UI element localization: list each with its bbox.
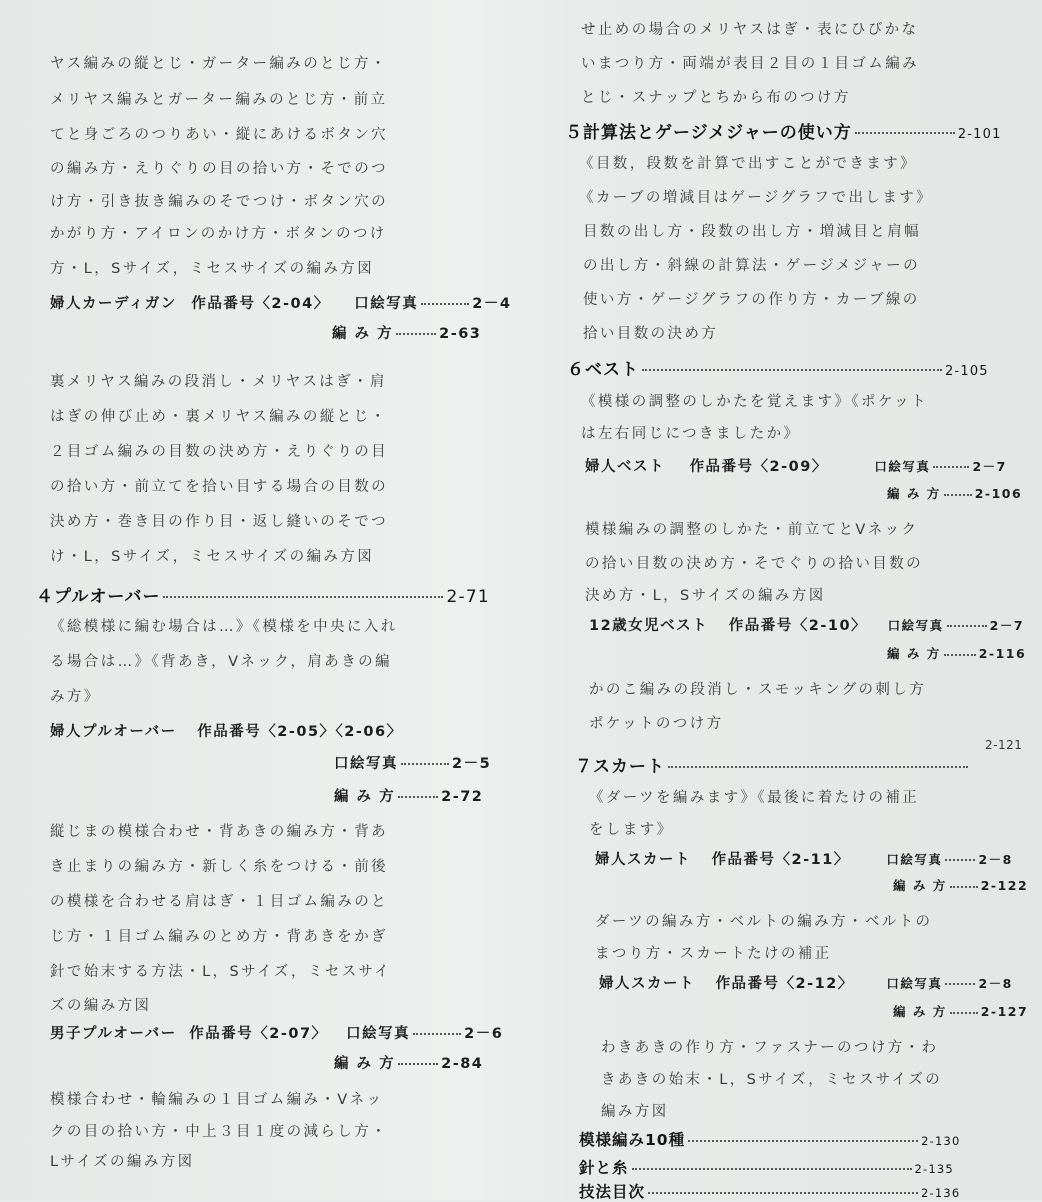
entry-title: 男子プルオーバー [50, 1026, 177, 1042]
entry-number: 作品番号〈2-04〉 [191, 296, 330, 312]
section-title: ６ベスト [567, 360, 639, 380]
leader-dots [396, 333, 436, 335]
text-line: け方・引き抜き編みのそでつけ・ボタン穴の [50, 194, 388, 210]
page-number: 2-116 [978, 646, 1027, 661]
entry-number: 作品番号〈2-10〉 [728, 618, 868, 634]
text-line: きあきの始末・L，Sサイズ，ミセスサイズの [601, 1072, 943, 1088]
page-number: 2-136 [921, 1186, 961, 1200]
text-line: はぎの伸び止め・裏メリヤス編みの縦とじ・ [50, 409, 388, 425]
text-line: 模様合わせ・輪編みの１目ゴム編み・Vネッ [50, 1092, 384, 1108]
leader-dots [950, 886, 978, 888]
tail-entry-techniques [579, 1180, 960, 1202]
page-number: 2-101 [957, 127, 1002, 142]
leader-dots [398, 796, 438, 798]
page-number: 2－6 [464, 1026, 504, 1042]
photo-label: 口絵写真 [886, 976, 943, 991]
leader-dots [668, 766, 968, 768]
text-line: 使い方・ゲージグラフの作り方・カーブ線の [583, 292, 920, 308]
text-line: 《カーブの増減目はゲージグラフで出します》 [579, 190, 934, 206]
text-line: かがり方・アイロンのかけ方・ボタンのつけ [50, 226, 387, 242]
text-line: ２目ゴム編みの目数の決め方・えりぐりの目 [50, 444, 388, 460]
text-line: ヤス編みの縦とじ・ガーター編みのとじ方・ [50, 56, 388, 72]
text-line: み方》 [50, 689, 101, 705]
text-line: 目数の出し方・段数の出し方・増減目と肩幅 [583, 224, 921, 240]
photo-label: 口絵写真 [354, 296, 419, 312]
page-number: 2-63 [439, 326, 482, 342]
section-5-heading [565, 118, 1002, 143]
entry-vest-method [887, 484, 1022, 502]
leader-dots [944, 494, 972, 496]
text-line: 決め方・巻き目の作り目・返し縫いのそでつ [50, 514, 388, 530]
page-number: 2-127 [980, 1004, 1029, 1019]
photo-label: 口絵写真 [874, 459, 931, 474]
text-line: 編み方図 [601, 1104, 669, 1120]
text-line: ポケットのつけ方 [589, 716, 724, 732]
text-line: クの目の拾い方・中上３目１度の減らし方・ [50, 1124, 388, 1140]
right-column [565, 0, 1035, 1200]
text-line: 《総模様に編む場合は…》《模様を中央に入れ [50, 619, 398, 635]
leader-dots [632, 1168, 912, 1170]
page-number: 2-121 [985, 738, 1023, 752]
leader-dots [950, 1012, 978, 1014]
leader-dots [421, 303, 469, 305]
text-line: せ止めの場合のメリヤスはぎ・表にひびかな [581, 22, 919, 38]
text-line: 《目数，段数を計算で出すことができます》 [579, 156, 917, 172]
text-line: 針で始末する方法・L，Sサイズ，ミセスサイ [50, 964, 392, 980]
page-number: 2-72 [441, 789, 484, 805]
text-line: Lサイズの編み方図 [50, 1154, 195, 1170]
entry-pullover-method [334, 785, 483, 806]
section-title: 模様編み10種 [579, 1131, 686, 1149]
left-column [36, 0, 520, 1200]
method-label: 編 み 方 [893, 1004, 947, 1019]
section-title: 針と糸 [579, 1159, 629, 1177]
text-line: てと身ごろのつりあい・縦にあけるボタン穴 [50, 127, 388, 143]
leader-dots [945, 859, 975, 861]
tail-entry-needles [579, 1156, 954, 1178]
text-line: け・L，Sサイズ，ミセスサイズの編み方図 [50, 549, 375, 565]
page-number: 2－7 [989, 618, 1025, 633]
photo-label: 口絵写真 [346, 1026, 411, 1042]
method-label: 編 み 方 [887, 486, 941, 501]
photo-label: 口絵写真 [887, 618, 944, 633]
section-6-heading [567, 355, 989, 380]
text-line: をします》 [589, 822, 674, 838]
text-line: 拾い目数の決め方 [583, 326, 719, 342]
method-label: 編 み 方 [334, 789, 396, 805]
text-line: 縦じまの模様合わせ・背あきの編み方・背あ [50, 824, 388, 840]
text-line: の拾い方・前立てを拾い目する場合の目数の [50, 479, 388, 495]
entry-title: 婦人スカート [599, 976, 695, 992]
text-line: の編み方・えりぐりの目の拾い方・そでのつ [50, 161, 388, 177]
entry-skirt-2-method [893, 1002, 1028, 1020]
photo-label: 口絵写真 [334, 756, 398, 772]
leader-dots [642, 369, 942, 371]
entry-number: 作品番号〈2-12〉 [715, 976, 854, 992]
section-title: ５計算法とゲージメジャーの使い方 [565, 123, 852, 143]
text-line: とじ・スナップとちから布のつけ方 [581, 90, 851, 106]
entry-title: 12歳女児ベスト [589, 618, 709, 634]
text-line: の出し方・斜線の計算法・ゲージメジャーの [583, 258, 920, 274]
leader-dots [688, 1140, 918, 1142]
entry-pullover [50, 720, 403, 741]
text-line: 模様編みの調整のしかた・前立てとVネック [585, 522, 919, 538]
page-number: 2-135 [914, 1162, 954, 1176]
text-line: じ方・１目ゴム編みのとめ方・背あきをかぎ [50, 929, 388, 945]
leader-dots [855, 132, 955, 134]
page-number: 2－8 [978, 976, 1013, 991]
entry-pullover-photo [334, 752, 491, 773]
entry-number: 作品番号〈2-07〉 [189, 1026, 328, 1042]
method-label: 編 み 方 [334, 1056, 396, 1072]
leader-dots [945, 983, 975, 985]
leader-dots [163, 596, 443, 598]
leader-dots [933, 466, 969, 468]
entry-girl-method [887, 644, 1026, 662]
page-number: 2－7 [972, 459, 1007, 474]
entry-title: 婦人スカート [595, 852, 691, 868]
text-line: の模様を合わせる肩はぎ・１目ゴム編みのと [50, 894, 388, 910]
text-line: わきあきの作り方・ファスナーのつけ方・わ [601, 1040, 939, 1056]
page-number: 2－4 [472, 296, 512, 312]
entry-skirt-1-method [893, 876, 1028, 894]
section-4-heading [36, 582, 490, 607]
text-line: ズの編み方図 [50, 998, 152, 1014]
section-title: ４プルオーバー [36, 587, 161, 607]
photo-label: 口絵写真 [886, 852, 943, 867]
leader-dots [944, 654, 976, 656]
text-line: る場合は…》《背あき，Vネック，肩あきの編 [50, 654, 392, 670]
page-number: 2－5 [452, 756, 492, 772]
page-number: 2-122 [980, 878, 1029, 893]
page-number: 2-105 [945, 364, 989, 379]
leader-dots [648, 1192, 918, 1194]
entry-vest [585, 455, 1007, 476]
tail-entry-patterns [579, 1128, 961, 1150]
entry-number: 作品番号〈2-11〉 [711, 852, 850, 868]
page-number: 2-106 [974, 486, 1023, 501]
method-label: 編 み 方 [887, 646, 941, 661]
text-line: 方・L，Sサイズ，ミセスサイズの編み方図 [50, 261, 375, 277]
leader-dots [401, 763, 449, 765]
page-number: 2－8 [978, 852, 1013, 867]
text-line: ダーツの編み方・ベルトの編み方・ベルトの [595, 914, 933, 930]
text-line: き止まりの編み方・新しく糸をつける・前後 [50, 859, 388, 875]
text-line: かのこ編みの段消し・スモッキングの刺し方 [589, 682, 927, 698]
entry-title: 婦人プルオーバー [50, 724, 177, 740]
text-line: 決め方・L，Sサイズの編み方図 [585, 588, 826, 604]
method-label: 編 み 方 [332, 326, 394, 342]
entry-cardigan [50, 292, 511, 313]
leader-dots [413, 1033, 461, 1035]
text-line: いまつり方・両端が表目２目の１目ゴム編み [581, 56, 919, 72]
text-line: 《ダーツを編みます》《最後に着たけの補正 [589, 790, 920, 806]
text-line: の拾い目数の決め方・そでぐりの拾い目数の [585, 556, 923, 572]
entry-girl-vest [589, 614, 1024, 635]
section-title: ７スカート [575, 757, 665, 777]
text-line: まつり方・スカートたけの補正 [595, 946, 832, 962]
page-number: 2-84 [441, 1056, 484, 1072]
section-7-heading [575, 752, 971, 777]
leader-dots [398, 1063, 438, 1065]
entry-number: 作品番号〈2-09〉 [689, 459, 828, 475]
text-line: は左右同じにつきましたか》 [581, 426, 801, 442]
entry-cardigan-method [332, 322, 481, 343]
page-number: 2-71 [446, 587, 490, 607]
entry-boys-method [334, 1052, 483, 1073]
entry-skirt-1 [595, 848, 1013, 869]
entry-title: 婦人カーディガン [50, 296, 177, 312]
page-number: 2-130 [921, 1134, 961, 1148]
entry-boys-pullover [50, 1022, 503, 1043]
entry-skirt-2 [599, 972, 1013, 993]
section-title: 技法目次 [579, 1183, 646, 1201]
text-line: メリヤス編みとガーター編みのとじ方・前立 [50, 92, 388, 108]
method-label: 編 み 方 [893, 878, 947, 893]
entry-number: 作品番号〈2-05〉〈2-06〉 [197, 724, 403, 740]
leader-dots [947, 625, 987, 627]
text-line: 《模様の調整のしかたを覚えます》《ポケット [581, 394, 928, 410]
entry-title: 婦人ベスト [585, 459, 665, 475]
text-line: 裏メリヤス編みの段消し・メリヤスはぎ・肩 [50, 374, 387, 390]
